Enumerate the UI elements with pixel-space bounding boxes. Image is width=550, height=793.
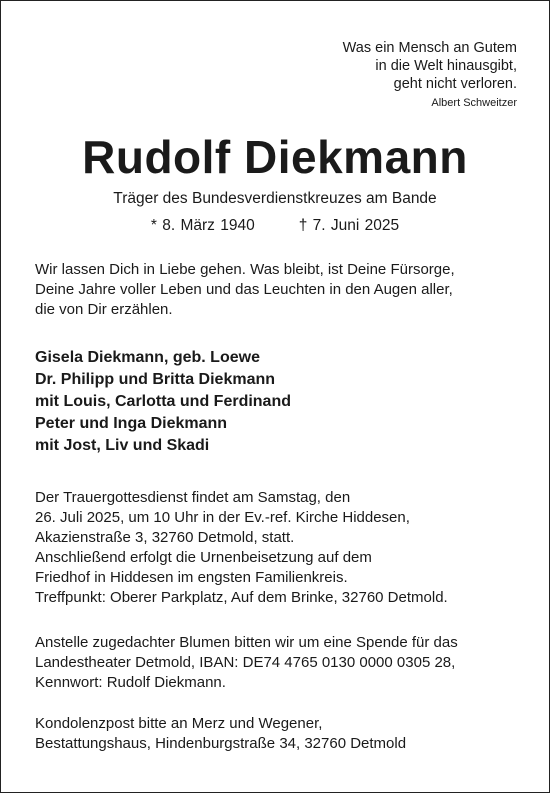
quote-author: Albert Schweitzer [431,97,517,109]
service-line: Friedhof in Hiddesen im engsten Familienkreis. [35,569,348,586]
life-dates [1,216,549,236]
mourner-entry: mit Jost, Liv und Skadi [35,437,210,454]
farewell-line: Deine Jahre voller Leben und das Leuchten in den Augen aller, [35,281,453,298]
quote-line: Was ein Mensch an Gutem [342,40,517,56]
donation-line: Landestheater Detmold, IBAN: DE74 4765 0130 0000 0305 28, [35,654,456,671]
funeral-service-info [35,488,529,608]
mourner-entry: Gisela Diekmann, geb. Loewe [35,349,260,366]
mourner-entry: Dr. Philipp und Britta Diekmann [35,371,276,388]
mourner-entry: Peter und Inga Diekmann [35,415,228,432]
deceased-name: Rudolf Diekmann [82,131,468,183]
death-date: † 7. Juni 2025 [298,217,400,234]
epigraph-quote [343,39,517,111]
farewell-line: Wir lassen Dich in Liebe gehen. Was bleibt, ist Deine Fürsorge, [35,261,455,278]
mourner-entry: mit Louis, Carlotta und Ferdinand [35,393,291,410]
donation-info [35,633,529,693]
condolence-line: Kondolenzpost bitte an Merz und Wegener, [35,715,323,732]
donation-line: Anstelle zugedachter Blumen bitten wir um eine Spende für das [35,634,458,651]
condolence-line: Bestattungshaus, Hindenburgstraße 34, 32760 Detmold [35,735,407,752]
donation-line: Kennwort: Rudolf Diekmann. [35,674,226,691]
service-line: Der Trauergottesdienst findet am Samstag, den [35,489,351,506]
condolence-address [35,714,529,754]
quote-line: in die Welt hinausgibt, [375,58,517,74]
service-line: 26. Juli 2025, um 10 Uhr in der Ev.-ref. Kirche Hiddesen, [35,509,410,526]
birth-date: * 8. März 1940 [150,217,255,234]
service-line: Treffpunkt: Oberer Parkplatz, Auf dem Brinke, 32760 Detmold. [35,589,448,606]
farewell-line: die von Dir erzählen. [35,301,173,318]
service-line: Anschließend erfolgt die Urnenbeisetzung auf dem [35,549,372,566]
quote-line: geht nicht verloren. [393,76,517,92]
service-line: Akazienstraße 3, 32760 Detmold, statt. [35,529,295,546]
deceased-honor: Träger des Bundesverdienstkreuzes am Bande [113,190,437,207]
mourners-list [35,347,529,457]
farewell-text [35,260,529,320]
